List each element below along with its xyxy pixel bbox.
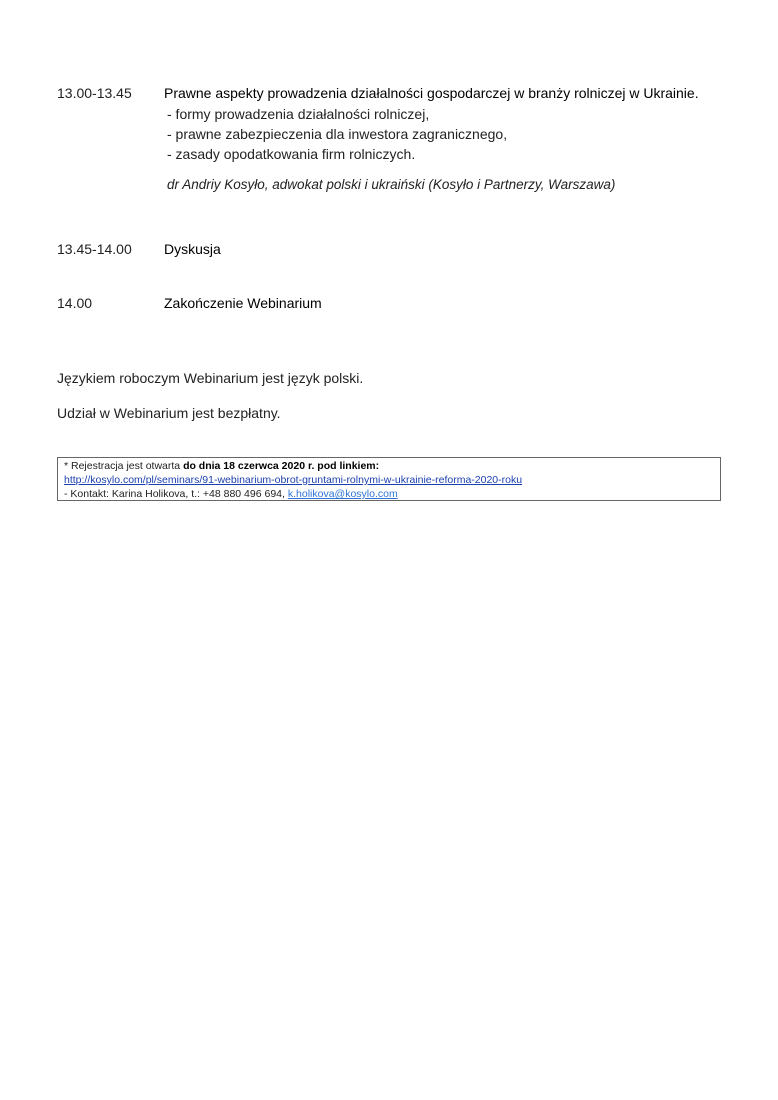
agenda-title: Zakończenie Webinarium — [164, 295, 322, 311]
agenda-bullet: - prawne zabezpieczenia dla inwestora zagranicznego, — [167, 126, 508, 142]
agenda-content — [164, 295, 739, 311]
contact-line — [64, 487, 714, 501]
agenda-bullet-list — [167, 104, 739, 164]
registration-link[interactable]: http://kosylo.com/pl/seminars/91-webinarium-obrot-gruntami-rolnymi-w-ukrainie-reforma-2020-roku — [64, 474, 523, 486]
agenda-title: Prawne aspekty prowadzenia działalności gospodarczej w branży rolniczej w Ukrainie. — [164, 85, 699, 101]
agenda-content — [164, 241, 739, 257]
registration-box — [57, 457, 721, 501]
agenda-content — [164, 85, 739, 192]
agenda-time: 13.00-13.45 — [57, 85, 132, 101]
agenda-time: 14.00 — [57, 295, 93, 311]
agenda-bullet: - formy prowadzenia działalności rolniczej, — [167, 106, 430, 122]
language-note: Językiem roboczym Webinarium jest język polski. — [57, 370, 364, 386]
contact-text: - Kontakt: Karina Holikova, t.: +48 880 496 694, — [64, 488, 288, 500]
agenda-time: 13.45-14.00 — [57, 241, 132, 257]
contact-email-link[interactable]: k.holikova@kosylo.com — [287, 488, 398, 500]
agenda-speaker: dr Andriy Kosyło, adwokat polski i ukraiński (Kosyło i Partnerzy, Warszawa) — [167, 177, 616, 192]
registration-line — [64, 459, 714, 473]
registration-prefix: * Rejestracja jest otwarta — [64, 460, 184, 472]
fee-note: Udział w Webinarium jest bezpłatny. — [57, 405, 281, 421]
registration-deadline: do dnia 18 czerwca 2020 r. pod linkiem: — [183, 460, 380, 472]
agenda-bullet: - zasady opodatkowania firm rolniczych. — [167, 146, 416, 162]
agenda-title: Dyskusja — [164, 241, 221, 257]
